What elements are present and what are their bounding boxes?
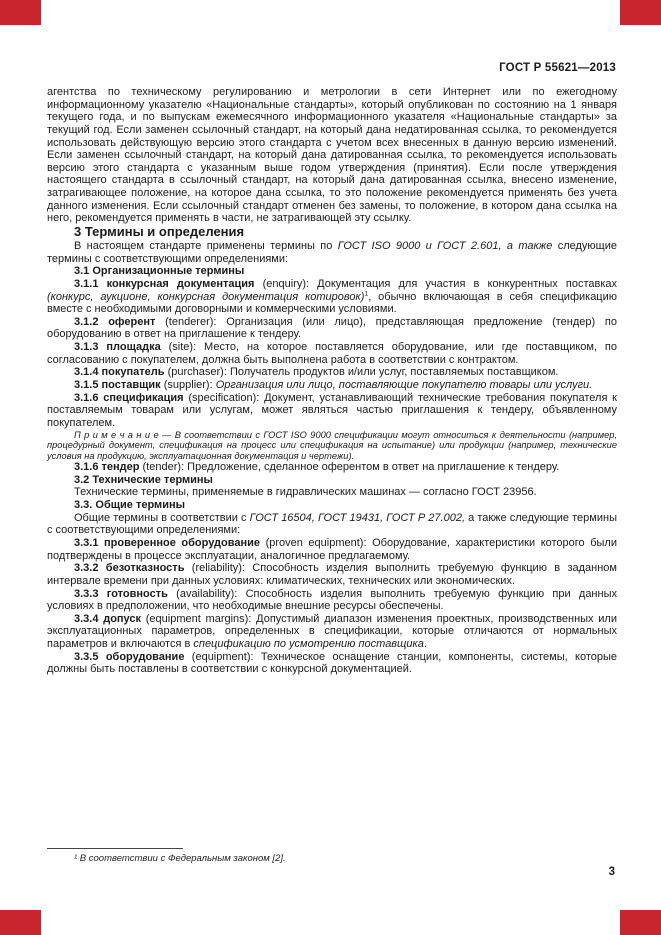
text-run: ГОСТ ISO 9000 и ГОСТ 2.601, а также bbox=[337, 239, 553, 252]
text-run: 3.3.5 оборудование bbox=[74, 650, 185, 663]
text-run: а также следующие термины с соответствующими определениями: bbox=[47, 511, 617, 537]
text-run: Организация или лицо, поставляющие покупателю товары или услуги. bbox=[215, 379, 593, 392]
text-run: (equipment margins): Допустимый диапазон изменения проектных, производственных или эксплуатационных параметров, определенных в спецификации, которые отличаются от нормальных параметров и включаются в bbox=[47, 612, 617, 651]
para-3-2 bbox=[47, 486, 617, 499]
term-3-3-1 bbox=[47, 537, 617, 562]
text-run: (reliability): Способность изделия выполнить требуемую функцию в заданном интервале времени при данных условиях: климатических, технических или экономических. bbox=[47, 562, 617, 587]
text-run: (supplier): bbox=[160, 379, 216, 392]
text-run: 3.1.2 оферент bbox=[74, 315, 156, 328]
text-run: (availability): Способность изделия выполнить требуемую функцию при данных условиях в предположении, что необходимые внешние ресурсы обеспечены. bbox=[47, 587, 617, 613]
term-3-1-1 bbox=[47, 278, 617, 316]
document-content bbox=[47, 86, 617, 676]
term-3-1-4 bbox=[47, 366, 617, 379]
heading-3-2 bbox=[47, 474, 617, 487]
term-3-3-4 bbox=[47, 613, 617, 651]
corner-mark-top-left bbox=[0, 0, 41, 25]
text-run: следующие термины с соответствующими определениями: bbox=[47, 239, 617, 265]
footnote bbox=[47, 848, 617, 864]
text-run: 3.3.4 допуск bbox=[74, 612, 142, 625]
text-run: ГОСТ 16504, ГОСТ 19431, ГОСТ Р 27.002, bbox=[249, 511, 465, 524]
term-3-3-3 bbox=[47, 588, 617, 613]
text-run: (specification): Документ, устанавливающий технические требования покупателя к поставляемым товарам или услугам, может являться частью приглашения к тендеру, объявленному покупателем. bbox=[47, 391, 617, 429]
text-run: 3.3. Общие термины bbox=[74, 499, 185, 512]
text-run: Технические термины, применяемые в гидравлических машинах — согласно ГОСТ 23956. bbox=[74, 486, 537, 499]
text-run: (site): Место, на которое поставляется оборудование, или где поставщиком, по согласованию с покупателем, должна быть выполнена работа в соответствии с контрактом. bbox=[47, 341, 617, 366]
heading-3-1 bbox=[47, 265, 617, 278]
text-run: Общие термины в соответствии с bbox=[74, 511, 250, 524]
footnote-text: ¹ В соответствии с Федеральным законом [2]. bbox=[74, 853, 286, 864]
term-tender bbox=[47, 461, 617, 474]
text-run: . bbox=[423, 638, 427, 651]
term-3-1-6 bbox=[47, 392, 617, 430]
term-3-3-5 bbox=[47, 651, 617, 676]
text-run: 3.1.6 тендер bbox=[74, 461, 140, 474]
text-run: 3 Термины и определения bbox=[74, 224, 245, 240]
standard-code-header: ГОСТ Р 55621—2013 bbox=[499, 62, 616, 74]
text-run: 3.1.1 конкурсная документация bbox=[74, 277, 255, 290]
text-run: спецификацию по усмотрению поставщика bbox=[193, 638, 424, 651]
text-run: (tender): Предложение, сделанное оферентом в ответ на приглашение к тендеру. bbox=[139, 461, 560, 474]
text-run: (purchaser): Получатель продуктов и/или услуг, поставляемых поставщиком. bbox=[164, 366, 559, 379]
text-run: П р и м е ч а н и е — В соответствии с ГОСТ ISO 9000 спецификации могут относиться к деятельности (например, процедурный документ, спецификация на процесс или спецификация на испытание) или продукции (например, технические условия на продукцию, эксплуатационная документация и чертежи). bbox=[47, 429, 617, 461]
corner-mark-bottom-right bbox=[620, 910, 661, 935]
text-run: агентства по техническому регулированию и метрологии в сети Интернет или по ежегодному информационному указателю «Национальные стандарты», который опубликован по состоянию на 1 января текущего года, и по выпускам ежемесячного информационного указателя «Национальные стандарты» за текущий год. Если заменен ссылочный стандарт, на который дана недатированная ссылка, то рекомендуется использовать действующую версию этого стандарта с учетом всех внесенных в данную версию изменений. Если заменен ссылочный стандарт, на который дана датированная ссылка, то рекомендуется использовать версию этого стандарта с указанным выше годом утверждения (принятия). Если после утверждения настоящего стандарта в ссылочный стандарт, на который дана датированная ссылка, внесено изменение, затрагивающее положение, на которое дана ссылка, то это положение рекомендуется применять без учета данного изменения. Если ссылочный стандарт отменен без замены, то положение, в котором дана ссылка на него, рекомендуется применять в части, не затрагивающей эту ссылку. bbox=[47, 86, 617, 225]
text-run: 3.1 Организационные термины bbox=[74, 265, 245, 278]
term-3-1-3 bbox=[47, 341, 617, 366]
term-3-1-5 bbox=[47, 379, 617, 392]
text-run: (proven equipment): Оборудование, характеристики которого были подтверждены в процессе эксплуатации, аналогичное предлагаемому. bbox=[47, 536, 617, 562]
text-run: (tenderer): Организация (или лицо), представляющая предложение (тендер) по оборудованию в ответ на приглашение к тендеру. bbox=[47, 315, 617, 341]
text-run: 3.1.5 поставщик bbox=[74, 379, 161, 392]
note-specification bbox=[47, 430, 617, 462]
footnote-rule bbox=[47, 848, 183, 849]
text-run: 3.3.2 безотказность bbox=[74, 562, 185, 575]
para-references-continued bbox=[47, 86, 617, 225]
heading-3-3 bbox=[47, 499, 617, 512]
text-run: 3.2 Технические термины bbox=[74, 473, 213, 486]
text-run: (конкурс, аукционе, конкурсная документация котировок) bbox=[47, 290, 365, 303]
text-run: В настоящем стандарте применены термины по bbox=[74, 239, 338, 252]
text-run: (equipment): Техническое оснащение станции, компоненты, системы, которые должны быть поставлены в соответствии с конкурсной документацией. bbox=[47, 650, 617, 676]
text-run: 3.3.3 готовность bbox=[74, 587, 168, 600]
para-terms-intro bbox=[47, 240, 617, 265]
text-run: 3.3.1 проверенное оборудование bbox=[74, 536, 260, 549]
page-number: 3 bbox=[608, 866, 615, 878]
corner-mark-top-right bbox=[620, 0, 661, 25]
text-run: 3.1.3 площадка bbox=[74, 341, 161, 354]
heading-terms-definitions bbox=[47, 225, 617, 240]
text-run: 3.1.6 спецификация bbox=[74, 391, 184, 404]
corner-mark-bottom-left bbox=[0, 910, 41, 935]
text-run: , обычно включающая в себя спецификацию вместе с необходимыми договорными и коммерческими условиями. bbox=[47, 290, 618, 316]
para-3-3-intro bbox=[47, 512, 617, 537]
text-run: (enquiry): Документация для участия в конкурентных поставках bbox=[254, 277, 618, 290]
text-run: 3.1.4 покупатель bbox=[74, 366, 165, 379]
text-run: 1 bbox=[364, 289, 369, 297]
term-3-1-2 bbox=[47, 316, 617, 341]
term-3-3-2 bbox=[47, 562, 617, 587]
